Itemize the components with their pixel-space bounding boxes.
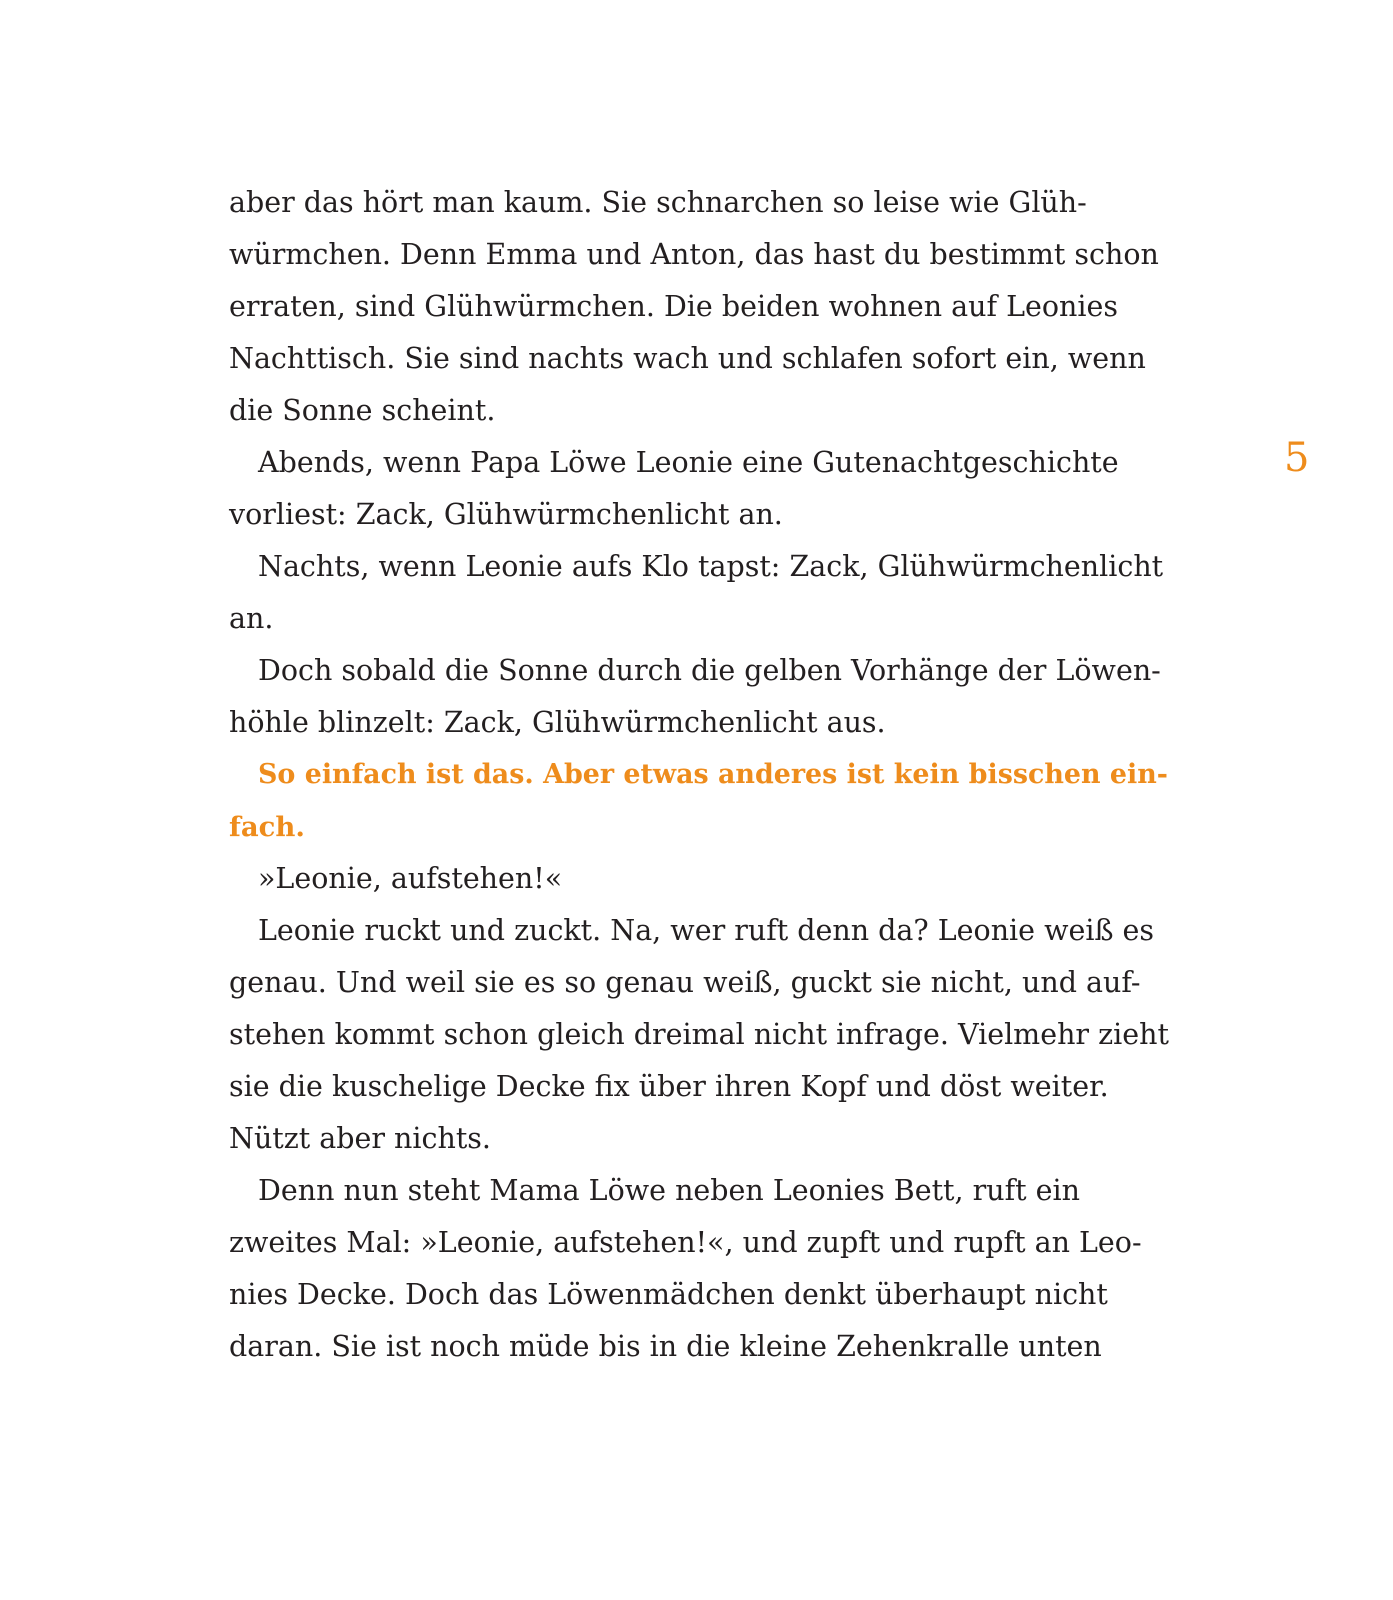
text-line: Abends, wenn Papa Löwe Leonie eine Gutenachtgeschichte — [258, 446, 1119, 479]
text-line: daran. Sie ist noch müde bis in die kleine Zehenkralle unten — [229, 1330, 1102, 1363]
text-line: Nützt aber nichts. — [229, 1122, 491, 1155]
text-line: stehen kommt schon gleich dreimal nicht infrage. Vielmehr zieht — [229, 1018, 1169, 1051]
page-number: 5 — [1284, 435, 1310, 481]
text-line: zweites Mal: »Leonie, aufstehen!«, und zupft und rupft an Leo- — [229, 1226, 1142, 1259]
highlighted-text-line: So einfach ist das. Aber etwas anderes ist kein bisschen ein- — [258, 759, 1168, 790]
text-line: aber das hört man kaum. Sie schnarchen so leise wie Glüh- — [229, 186, 1087, 219]
text-line: die Sonne scheint. — [229, 394, 496, 427]
text-line: Leonie ruckt und zuckt. Na, wer ruft denn da? Leonie weiß es — [258, 914, 1155, 947]
text-line: nies Decke. Doch das Löwenmädchen denkt überhaupt nicht — [229, 1278, 1108, 1311]
highlighted-text-line: fach. — [229, 811, 305, 843]
text-line: würmchen. Denn Emma und Anton, das hast du bestimmt schon — [229, 238, 1159, 271]
text-line: »Leonie, aufstehen!« — [258, 862, 563, 895]
text-line: genau. Und weil sie es so genau weiß, guckt sie nicht, und auf- — [229, 966, 1141, 999]
text-line: höhle blinzelt: Zack, Glühwürmchenlicht aus. — [229, 706, 886, 739]
text-line: Denn nun steht Mama Löwe neben Leonies Bett, ruft ein — [258, 1174, 1081, 1207]
text-line: sie die kuschelige Decke fix über ihren Kopf und döst weiter. — [229, 1070, 1109, 1103]
body-text — [229, 177, 1169, 1373]
text-line: Nachttisch. Sie sind nachts wach und schlafen sofort ein, wenn — [229, 342, 1146, 375]
text-line: erraten, sind Glühwürmchen. Die beiden wohnen auf Leonies — [229, 290, 1118, 323]
text-line: an. — [229, 602, 274, 635]
text-line: Doch sobald die Sonne durch die gelben Vorhänge der Löwen- — [258, 654, 1161, 687]
text-line: Nachts, wenn Leonie aufs Klo tapst: Zack, Glühwürmchenlicht — [258, 550, 1164, 583]
text-line: vorliest: Zack, Glühwürmchenlicht an. — [229, 498, 783, 531]
